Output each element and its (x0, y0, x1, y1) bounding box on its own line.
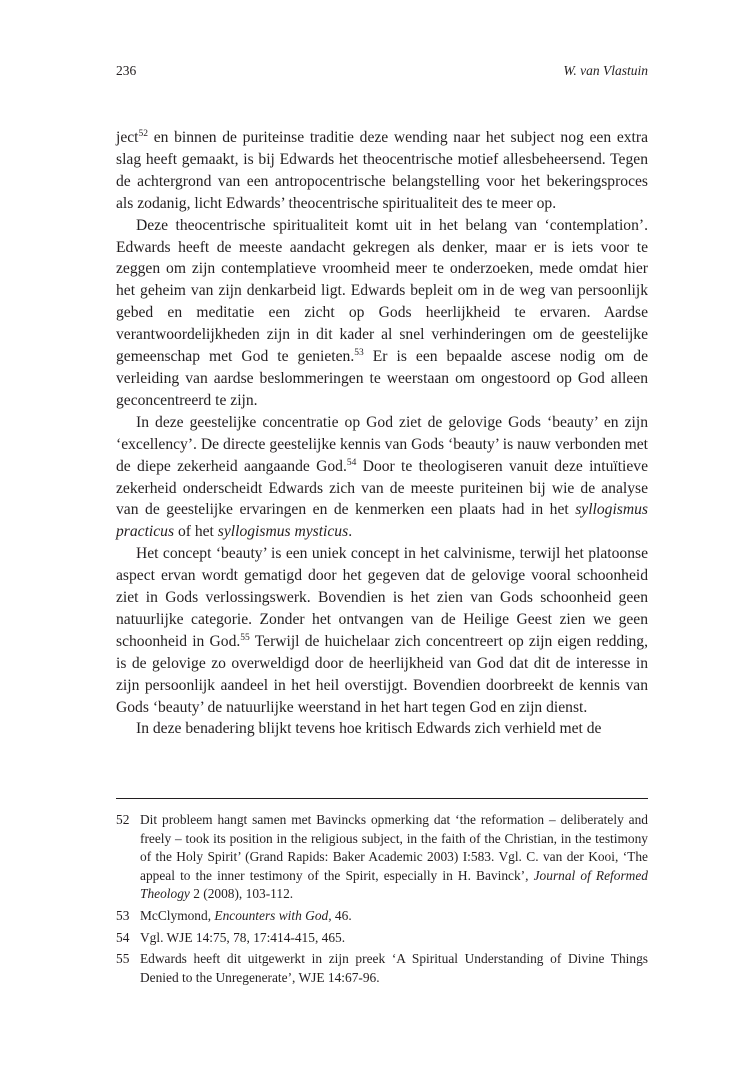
page-number: 236 (116, 63, 137, 78)
italic-term: syllogismus practicus (116, 501, 648, 541)
footnote-text: Dit probleem hangt samen met Bavincks opmerking dat ‘the reformation – deliberately and freely – took its position in the religious subject, in the faith of the Christian, in the testimony of the Holy Spirit’ (Grand Rapids: Baker Academic 2003) I:583. Vgl. C. van der Kooi, ‘The appeal to the inner testimony of the Spirit, especially in H. Bavinck’, Journal of Reformed Theology 2 (2008), 103-112. (140, 812, 648, 902)
main-text (116, 127, 648, 740)
paragraph-2: Deze theocentrische spiritualiteit komt uit in het belang van ‘contemplation’. Edwards heeft de meeste aandacht gekregen als denker, maar er is iets voor te zeggen om zijn contemplatieve vroomheid meer te onderzoeken, mede omdat hier het geheim van zijn denkarbeid ligt. Edwards bepleit om in de weg van persoonlijk gebed en meditatie een zicht op Gods heerlijkheid te ervaren. Aardse verantwoordelijkheden zijn in dit kader al snel verhinderingen om de geestelijke gemeenschap met God te genieten.$^{53}$ Er is een bepaalde ascese nodig om de verleiding van aardse beslommeringen te weerstaan om ongestoord op God alleen geconcentreerd te zijn. (116, 216, 648, 409)
running-head-author: W. van Vlastuin (563, 63, 648, 78)
footnote-text: McClymond, Encounters with God, 46. (140, 907, 352, 923)
footnote-number: 55 (116, 951, 130, 967)
footnote-54 (116, 929, 648, 948)
footnote-ref-54: 54 (346, 457, 357, 468)
paragraph-1: ject$^{52}$ en binnen de puriteinse traditie deze wending naar het subject nog een extra slag heeft gemaakt, is bij Edwards het theocentrische motief allesbeheersend. Tegen de achtergrond van een antropocentrische belangstelling voor het bekeringsproces als zodanig, licht Edwards’ theocentrische spiritualiteit des te meer op. (116, 129, 648, 212)
paragraph-4: Het concept ‘beauty’ is een uniek concept in het calvinisme, terwijl het platoonse aspect ervan wordt gematigd door het gegeven dat de gelovige vooral schoonheid ziet in Gods verlossingswerk. Bovendien is het zien van Gods schoonheid geen natuurlijke categorie. Zonder het ontvangen van de Heilige Geest zien we geen schoonheid in God.$^{55}$ Terwijl de huichelaar zich concentreert op zijn eigen redding, is de gelovige zo overweldigd door de heerlijkheid van God dat dit de interesse in zijn persoonlijk aandeel in het heil overstijgt. Bovendien doorbreekt de kennis van Gods ‘beauty’ de natuurlijke weerstand in het hart tegen God en zijn dienst. (116, 545, 648, 716)
paragraph-3: In deze geestelijke concentratie op God ziet de gelovige Gods ‘beauty’ en zijn ‘excellency’. De directe geestelijke kennis van Gods ‘beauty’ is nauw verbonden met de diepe zekerheid aangaande God.$^{54}$ Door te theologiseren vanuit deze intuïtieve zekerheid onderscheidt Edwards zich van de meeste puriteinen bij wie de analyse van de geestelijke ervaringen en de kenmerken een plaats had in het syllogismus practicus of het syllogismus mysticus. (116, 413, 648, 541)
footnote-52 (116, 811, 648, 904)
footnote-number: 54 (116, 929, 130, 945)
footnote-ref-53: 53 (354, 348, 364, 359)
footnote-53 (116, 907, 648, 926)
paragraph-5: In deze benadering blijkt tevens hoe kritisch Edwards zich verhield met de (136, 720, 602, 738)
footnote-text: Edwards heeft dit uitgewerkt in zijn preek ‘A Spiritual Understanding of Divine Things Denied to the Unregenerate’, WJE 14:67-96. (140, 951, 648, 985)
italic-title: Journal of Reformed Theology (140, 867, 648, 902)
footnote-number: 53 (116, 907, 130, 923)
footnote-ref-55: 55 (240, 632, 250, 643)
footnote-number: 52 (116, 812, 130, 827)
italic-title: Encounters with God, (214, 907, 332, 923)
footnotes (116, 811, 648, 990)
footnote-ref-52: 52 (138, 129, 149, 139)
footnote-55 (116, 950, 648, 987)
footnote-divider (116, 798, 648, 799)
footnote-text: Vgl. WJE 14:75, 78, 17:414-415, 465. (140, 929, 346, 945)
italic-term: syllogismus mysticus (217, 523, 349, 541)
